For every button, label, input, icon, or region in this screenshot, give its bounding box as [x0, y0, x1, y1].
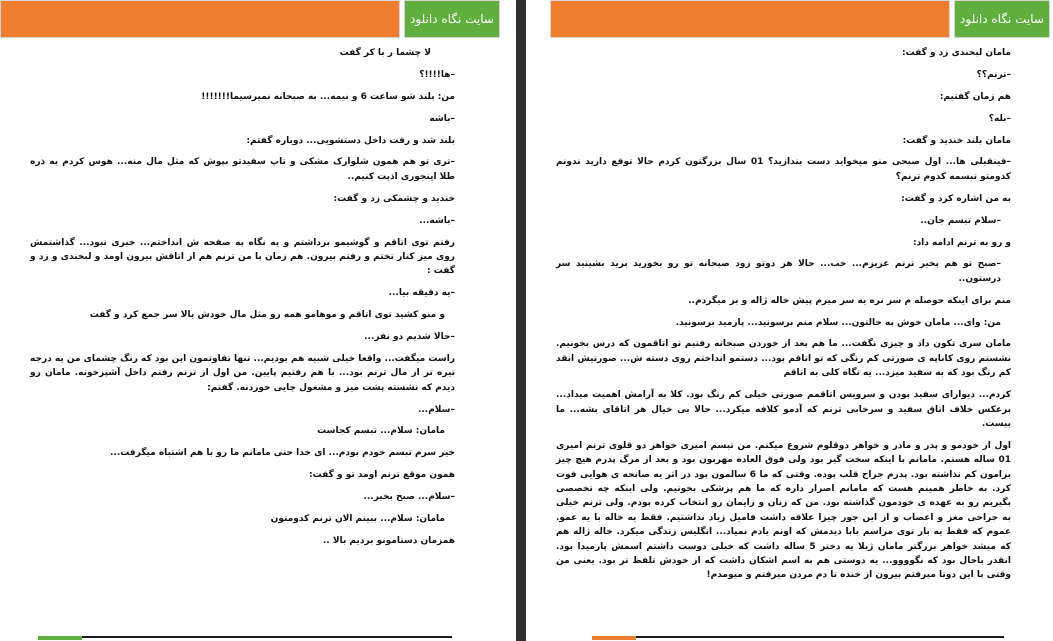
- left-page-text: [30, 46, 455, 556]
- paragraph: منم برای اینکه حوصله م سر نره یه سر میرم پیش خاله ژاله و بر میگردم..: [688, 295, 1011, 306]
- paragraph: خندید و چشمکی زد و گفت:: [333, 193, 455, 204]
- paragraph: و رو به ترنم ادامه داد:: [912, 237, 1011, 248]
- paragraph: –سلام... صبح بخیر...: [363, 492, 455, 503]
- paragraph: هم زمان گفتیم:: [939, 91, 1011, 102]
- paragraph: مامان سری تکون داد و چیزی نگفت... ما هم بعد از خوردن صبحانه رفتیم تو اتاقمون که درس بخونیم. نشستم روی کاناپه ی صورتی کم رنگی که تو اتاقم بود... دستمو انداختم روی دسته ش... صورتیش انقد کم رنگ بود که به سفید میزد... یه نگاه کلی به اتاقم: [556, 339, 1011, 379]
- paragraph: لا چشما ر با کر گفت: [339, 48, 431, 58]
- site-badge[interactable]: سایت نگاه دانلود: [404, 0, 500, 38]
- paragraph: و منو کشید توی اتاقم و موهامو همه رو مثل مال خودش بالا سر جمع کرد و گفت: [89, 310, 445, 321]
- footer-rule: [38, 636, 452, 638]
- page-divider: [516, 0, 526, 641]
- header-orange-bar: [550, 0, 950, 38]
- paragraph: رفتم توی اتاقم و گوشیمو برداشتم و یه نگاه به صفحه ش انداختم... خبری نبود... گذاشتمش روی میز کنار تختم و رفتم بیرون. هم زمان با من ترنم هم از اتاقش بیرون اومد و لبخندی و زد و گفت :: [30, 237, 455, 277]
- footer-accent: [592, 636, 636, 640]
- paragraph: مامان: سلام... تبسم کجاست: [317, 426, 445, 437]
- paragraph: مامان بلند خندید و گفت:: [902, 135, 1011, 146]
- paragraph: –یه دقیقه بیا...: [388, 288, 455, 299]
- paragraph: کردم... دیوارای سفید بودن و سرویس اتاقمم صورتی خیلی کم رنگ بود. کلا به آرامش اهمیت میداد... برعکس خلاف اتاق سفید و سرخابی ترنم که آدمو کلافه میکرد... حالا بی خیال هر اتاقای بشه... ما بیست.: [556, 390, 1011, 429]
- paragraph: خیر سرم تبسم خودم بودم... ای خدا حتی مامانم ما رو با هم اشتباه میگرفت...: [109, 448, 455, 459]
- footer-rule: [592, 636, 1004, 638]
- paragraph: –سلام تبسم جان..: [920, 215, 1001, 226]
- site-badge[interactable]: سایت نگاه دانلود: [954, 0, 1050, 38]
- paragraph: مامان لبخندی زد و گفت:: [901, 48, 1011, 58]
- footer-accent: [38, 636, 82, 640]
- paragraph: –ها!!!!؟: [419, 69, 455, 80]
- paragraph: –باشه...: [419, 215, 455, 226]
- paragraph: من: بلند شو ساعت 6 و نیمه... به صبحانه نمیرسیما!!!!!!!: [201, 91, 455, 102]
- paragraph: همون موقع ترنم اومد تو و گفت:: [309, 470, 455, 481]
- paragraph: مامان: سلام... ببینم الان ترنم کدومتون: [270, 513, 445, 524]
- paragraph: –سلام...: [417, 404, 455, 415]
- paragraph: اول از خودمو و پدر و مادر و خواهر دوقلوم شروع میکنم. من تبسم امیری خواهر دو قلوی ترنم امیری 01 ساله هستم. مامانم با اینکه سخت گیر بود ولی فوق العاده مهربون بود و بعد از مرگ پدرم هیچ چیز برامون کم نذاشته بود. پدرم جراح قلب بوده. وقتی که ما 6 سالمون بود در اثر یه صانحه ی هوایی فوت کرد. به خاطر همینم هست که مامانم اصرار داره که ما هم پزشکی بخونیم. ولی اینکه چه تخصصی بگیریم رو به عهده ی خودمون گذاشته بود. من که زنان و زایمان رو انتخاب کرده بودم. ولی ترنم خیلی به جراحی مغز و اعصاب و از این جور چیزا علاقه داشت فامیل زیاد نداشتیم. فقط یه خاله با یه عمو. عموم که فقط یه بار توی مراسم بابا دیدمش که اونم یادم نمیاد... انگلیس زندگی میکرد. خاله ژاله هم که میشد خواهر بزرگتر مامان ژیلا یه دختر 5 ساله داشت که خیلی دوست داشتم اسمش پارمیدا بود. انقدر باحال بود که نگوووو... یه دوستی هم به اسم اشکان داشت که از خودش تلفظ تر بود. یعنی من وقتی با این دوتا میرفتم بیرون از خنده تا دم مردن میرفتم و میومدم!: [556, 440, 1012, 581]
- paragraph: –حالا شدیم دو نفر...: [364, 331, 455, 342]
- paragraph: من: وای... مامان خوش به حالتون... سلام منم برسونید... پارمید برسونید.: [675, 317, 1001, 328]
- paragraph: –ترنم؟؟: [976, 69, 1011, 80]
- header-orange-bar: [0, 0, 400, 38]
- paragraph: –فینقیلی ها... اول صبحی منو میخواید دست بندازید؟ 01 سال بزرگتون کردم حالا توقع دارید ندونم کدومتو تبسمه کدوم ترنم؟: [556, 157, 1011, 182]
- paragraph: –بله؟: [988, 113, 1011, 124]
- right-page: [526, 0, 1053, 641]
- left-page: [0, 0, 516, 641]
- paragraph: به من اشاره کرد و گفت:: [901, 193, 1011, 204]
- paragraph: –تری تو هم همون شلوارک مشکی و تاپ سفیدتو بپوش که مثل مال منه... هوس کردم یه ذره طلا اینجوری اذیت کنیم..: [30, 157, 455, 182]
- paragraph: –صبح تو هم بخیر ترنم عزیزم... خب... حالا هر دوتو زود صبحانه تو رو بخورید برید بشینید سر درستون..: [556, 259, 1001, 284]
- page-header: [0, 0, 500, 38]
- paragraph: –باشه: [429, 113, 455, 124]
- paragraph: بلند شد و رفت داخل دستشویی... دوباره گفتم:: [246, 135, 455, 146]
- paragraph: همزمان دستامونو بردیم بالا ..: [322, 535, 455, 546]
- paragraph: راست میگفت... واقعا خیلی شبیه هم بودیم... تنها تفاوتمون این بود که رنگ چشمای من یه درجه تیره تر از مال ترنم بود... با هم رفتیم پایین. من اول از ترنم رفتم داخل آشپزخونه. مامان رو دیدم که نشسته پشت میز و مشغول چایی خوردنه. گفتم:: [30, 353, 455, 393]
- page-header: [550, 0, 1050, 38]
- right-page-text: [556, 46, 1011, 590]
